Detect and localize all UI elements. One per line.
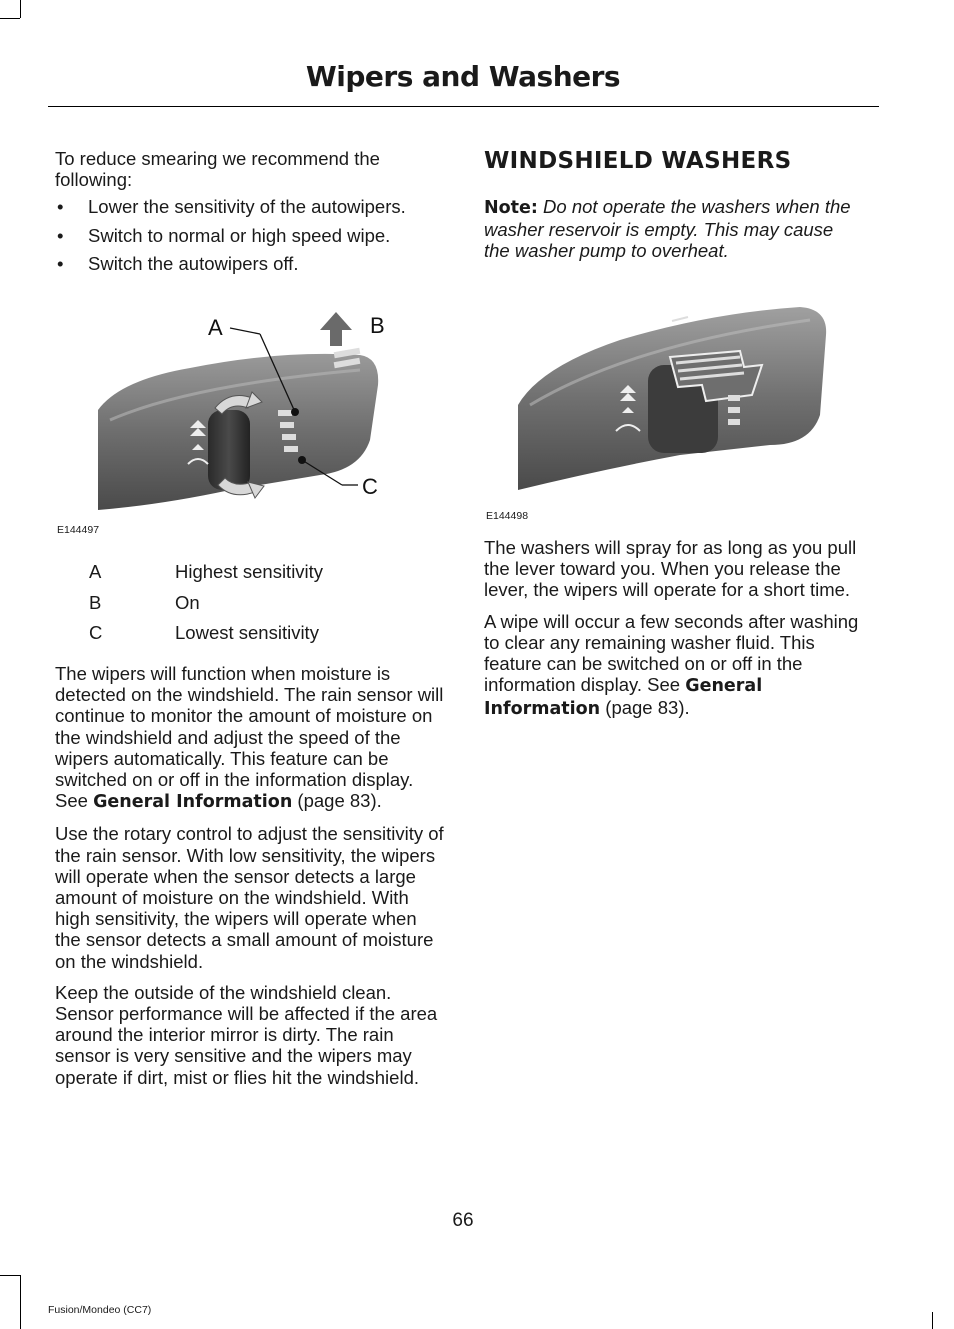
crop-mark (0, 1275, 20, 1276)
label-c: C (362, 474, 378, 499)
note-label: Note: (484, 198, 538, 218)
left-column-top (55, 148, 447, 281)
right-column-body (484, 537, 876, 731)
legend-key: A (89, 561, 102, 582)
legend-row (89, 592, 323, 623)
list-item: • Switch to normal or high speed wipe. (57, 224, 391, 246)
left-column-body (55, 663, 447, 1098)
crop-mark (20, 1275, 21, 1329)
crop-mark (20, 0, 21, 18)
cross-reference-link[interactable]: General Information (93, 792, 293, 813)
legend-row (89, 561, 323, 592)
washer-stalk-illustration (510, 295, 840, 495)
legend-label: Highest sensitivity (175, 561, 324, 582)
page-title: Wipers and Washers (305, 60, 621, 93)
legend-key: C (89, 622, 103, 643)
figure-id: E144497 (57, 524, 100, 536)
section-heading: WINDSHIELD WASHERS (484, 148, 792, 174)
note-text: Do not operate the washers when the washer reservoir is empty. This may cause the washer pump to overheat. (484, 196, 851, 262)
header-rule (48, 106, 879, 107)
paragraph: The wipers will function when moisture is detected on the windshield. The rain sensor will continue to monitor the amount of moisture on the windshield and adjust the speed of the wipers automatically. This feature can be switched on or off in the information display. See General Information (page 83). (55, 663, 444, 813)
list-item: • Lower the sensitivity of the autowipers. (57, 196, 406, 218)
intro-text: To reduce smearing we recommend the following: (55, 148, 380, 191)
bullet-icon: • (57, 224, 64, 246)
recommendation-list (55, 196, 447, 274)
bullet-icon: • (57, 252, 64, 274)
note (484, 196, 864, 272)
label-b: B (370, 313, 385, 338)
bullet-icon: • (57, 196, 64, 218)
crop-mark (0, 18, 20, 19)
crop-mark (932, 1312, 933, 1329)
paragraph: A wipe will occur a few seconds after washing to clear any remaining washer fluid. This feature can be switched on or off in the information display. See General Information (page 83). (484, 610, 859, 720)
figure-id: E144498 (486, 510, 529, 522)
footer-model: Fusion/Mondeo (CC7) (48, 1304, 152, 1316)
legend-row (89, 622, 323, 653)
list-item: • Switch the autowipers off. (57, 252, 299, 274)
wiper-stalk-illustration (80, 300, 400, 520)
cross-reference-link[interactable]: General Information (484, 676, 763, 720)
legend-label: On (175, 591, 200, 613)
paragraph: The washers will spray for as long as you pull the lever toward you. When you release the lever, the wipers will operate for a short time. (484, 537, 857, 601)
label-a: A (208, 315, 223, 340)
paragraph: Keep the outside of the windshield clean. Sensor performance will be affected if the area around the interior mirror is dirty. The rain sensor is very sensitive and the wipers may operate if dirt, mist or flies hit the windshield. (55, 981, 438, 1088)
legend-key: B (89, 591, 102, 613)
legend-label: Lowest sensitivity (175, 622, 319, 643)
figure-legend (89, 561, 323, 653)
paragraph: Use the rotary control to adjust the sensitivity of the rain sensor. With low sensitivity, the wipers will operate when the sensor detects a large amount of moisture on the windshield. With high sensitivity, the wipers will operate when the sensor detects a small amount of moisture on the windshield. (55, 823, 444, 972)
page-number: 66 (452, 1210, 474, 1231)
